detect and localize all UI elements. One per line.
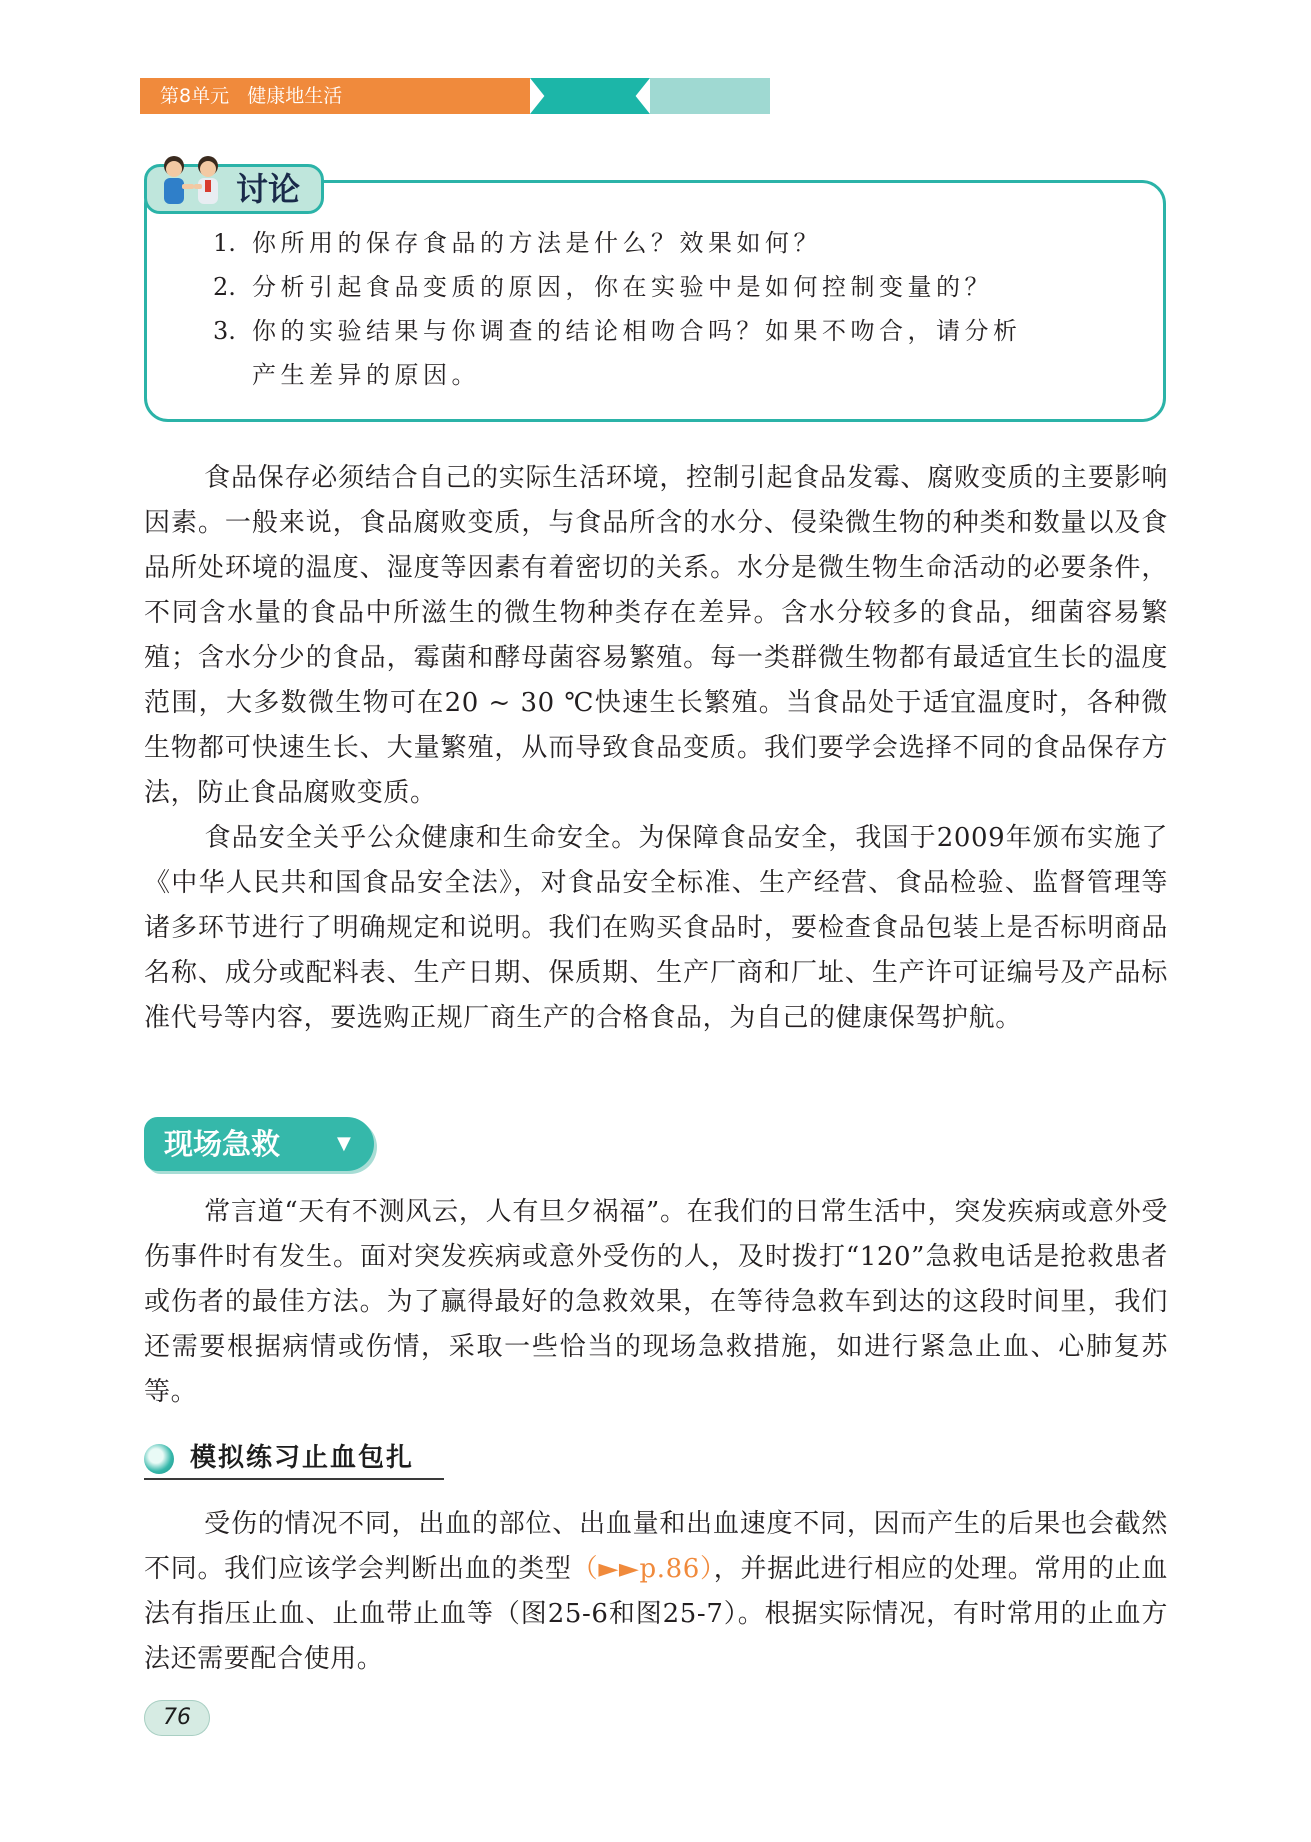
- triangle-down-icon: ▼: [337, 1133, 351, 1154]
- header-teal-segment: [530, 78, 650, 114]
- bleeding-paragraph: [144, 1502, 1168, 1682]
- discussion-question-1: [213, 221, 822, 265]
- unit-header-text: [160, 78, 342, 114]
- header-light-teal-segment: [650, 78, 770, 114]
- paragraph-text: 常言道“天有不测风云，人有旦夕祸福”。在我们的日常生活中，突发疾病或意外受伤事件时有发生。面对突发疾病或意外受伤的人，及时拨打“120”急救电话是抢救患者或伤者的最佳方法。为了赢得最好的急救效果，在等待急救车到达的这段时间里，我们还需要根据病情或伤情，采取一些恰当的现场急救措施，如进行紧急止血、心肺复苏等。: [144, 1197, 1168, 1407]
- food-safety-paragraph: [144, 816, 1168, 1041]
- question-number: 2.: [213, 273, 236, 301]
- subsection-title: 模拟练习止血包扎: [190, 1443, 415, 1473]
- page-number: 76: [163, 1705, 191, 1730]
- subsection-underline: [144, 1478, 444, 1480]
- paragraph-text: 受伤的情况不同，出血的部位、出血量和出血速度不同，因而产生的后果也会截然不同。我们应该学会判断出血的类型: [144, 1509, 1168, 1584]
- discussion-question-3: [213, 309, 1022, 353]
- paragraph-text: 食品保存必须结合自己的实际生活环境，控制引起食品发霉、腐败变质的主要影响因素。一般来说，食品腐败变质，与食品所含的水分、侵染微生物的种类和数量以及食品所处环境的温度、湿度等因素有着密切的关系。水分是微生物生命活动的必要条件，不同含水量的食品中所滋生的微生物种类存在差异。含水分较多的食品，细菌容易繁殖；含水分少的食品，霉菌和酵母菌容易繁殖。每一类群微生物都有最适宜生长的温度范围，大多数微生物可在20 ~ 30 ℃快速生长繁殖。当食品处于适宜温度时，各种微生物都可快速生长、大量繁殖，从而导致食品变质。我们要学会选择不同的食品保存方法，防止食品腐败变质。: [144, 463, 1168, 808]
- discussion-question-3-continued: [213, 353, 480, 397]
- question-text: 你的实验结果与你调查的结论相吻合吗？如果不吻合，请分析: [252, 317, 1022, 345]
- students-discussing-icon: [152, 150, 232, 214]
- question-text: 产生差异的原因。: [252, 361, 480, 389]
- section-title: 现场急救: [164, 1127, 281, 1161]
- question-text: 你所用的保存食品的方法是什么？效果如何？: [252, 229, 822, 257]
- first-aid-paragraph: [144, 1190, 1168, 1415]
- question-text: 分析引起食品变质的原因，你在实验中是如何控制变量的？: [252, 273, 993, 301]
- discussion-title: 讨论: [236, 170, 301, 208]
- paragraph-text: ，并据此进行相应的处理。常用的止血法有指压止血、止血带止血等（图25-6和图25-7）。根据实际情况，有时常用的止血方法还需要配合使用。: [144, 1554, 1168, 1674]
- food-storage-paragraph: [144, 456, 1168, 816]
- discussion-question-2: [213, 265, 993, 309]
- unit-title: 健康地生活: [247, 85, 343, 107]
- question-number: 3.: [213, 317, 236, 345]
- bullet-circle-icon: [144, 1444, 174, 1474]
- paragraph-text: 食品安全关乎公众健康和生命安全。为保障食品安全，我国于2009年颁布实施了《中华人民共和国食品安全法》，对食品安全标准、生产经营、食品检验、监督管理等诸多环节进行了明确规定和说明。我们在购买食品时，要检查食品包装上是否标明商品名称、成分或配料表、生产日期、保质期、生产厂商和厂址、生产许可证编号及产品标准代号等内容，要选购正规厂商生产的合格食品，为自己的健康保驾护航。: [144, 823, 1168, 1033]
- unit-header-bar: [140, 78, 770, 114]
- page-reference-link[interactable]: （►►p.86）: [571, 1554, 714, 1584]
- unit-number: 第8单元: [160, 85, 230, 107]
- question-number: 1.: [213, 229, 236, 257]
